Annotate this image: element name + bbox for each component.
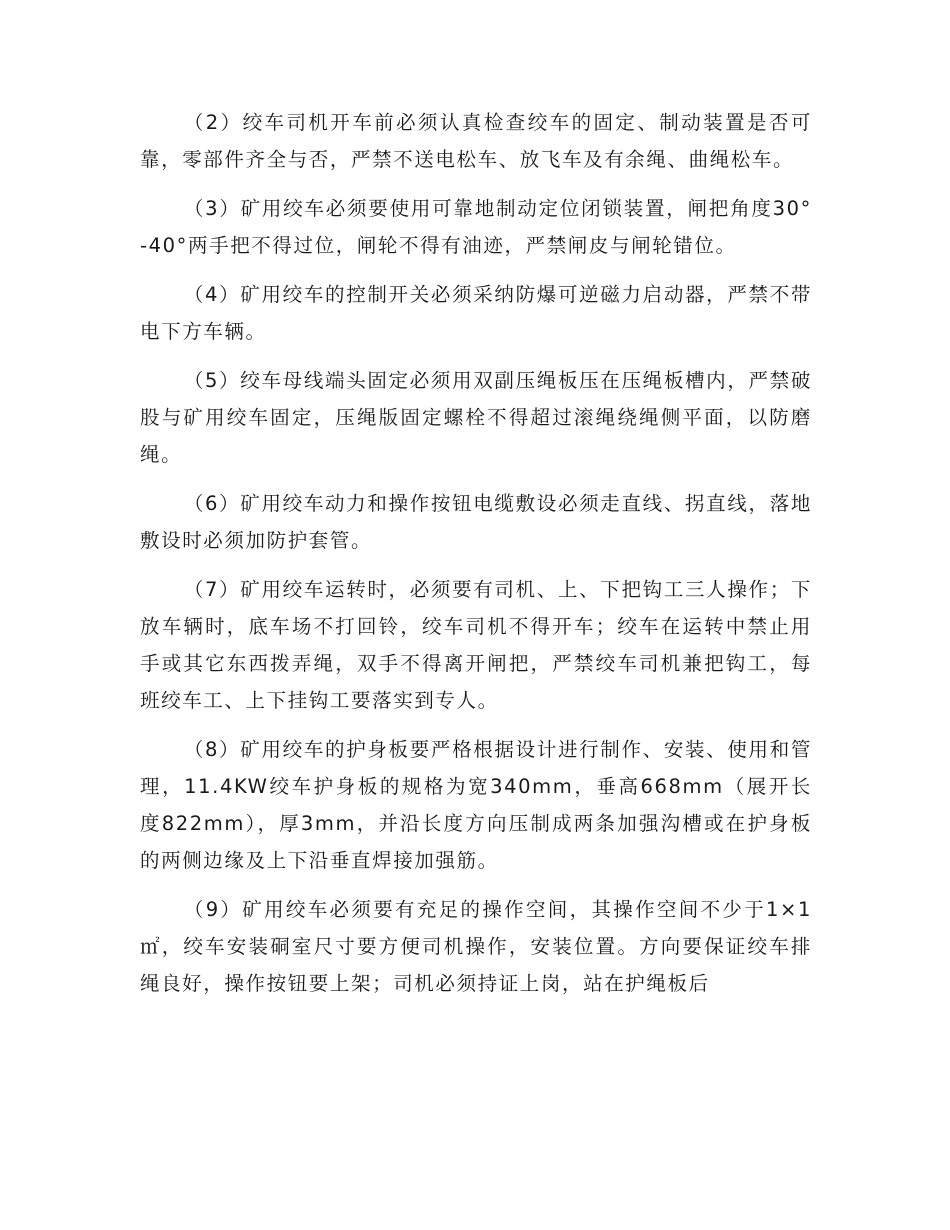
paragraph-3: （3）矿用绞车必须要使用可靠地制动定位闭锁装置，闸把角度30°-40°两手把不得过位，闸轮不得有油迹，严禁闸皮与闸轮错位。: [140, 197, 812, 257]
paragraph-9: （9）矿用绞车必须要有充足的操作空间，其操作空间不少于1×1㎡，绞车安装硐室尺寸要方便司机操作，安装位置。方向要保证绞车排绳良好，操作按钮要上架；司机必须持证上岗，站在护绳板后: [140, 898, 812, 995]
paragraph-2: （2）绞车司机开车前必须认真检查绞车的固定、制动装置是否可靠，零部件齐全与否，严禁不送电松车、放飞车及有余绳、曲绳松车。: [140, 111, 812, 171]
paragraph-6: （6）矿用绞车动力和操作按钮电缆敷设必须走直线、拐直线，落地敷设时必须加防护套管。: [140, 492, 812, 552]
paragraph-5: （5）绞车母线端头固定必须用双副压绳板压在压绳板槽内，严禁破股与矿用绞车固定，压绳版固定螺栓不得超过滚绳绕绳侧平面，以防磨绳。: [140, 369, 812, 466]
paragraph-8: （8）矿用绞车的护身板要严格根据设计进行制作、安装、使用和管理，11.4KW绞车护身板的规格为宽340mm，垂高668mm（展开长度822mm），厚3mm，并沿长度方向压制成两条加强沟槽或在护身板的两侧边缘及上下沿垂直焊接加强筋。: [140, 738, 812, 872]
paragraph-7: （7）矿用绞车运转时，必须要有司机、上、下把钩工三人操作；下放车辆时，底车场不打回铃，绞车司机不得开车；绞车在运转中禁止用手或其它东西拨弄绳，双手不得离开闸把，严禁绞车司机兼把钩工，每班绞车工、上下挂钩工要落实到专人。: [140, 578, 812, 712]
document-body: [140, 104, 812, 1014]
paragraph-4: （4）矿用绞车的控制开关必须采纳防爆可逆磁力启动器，严禁不带电下方车辆。: [140, 283, 812, 343]
